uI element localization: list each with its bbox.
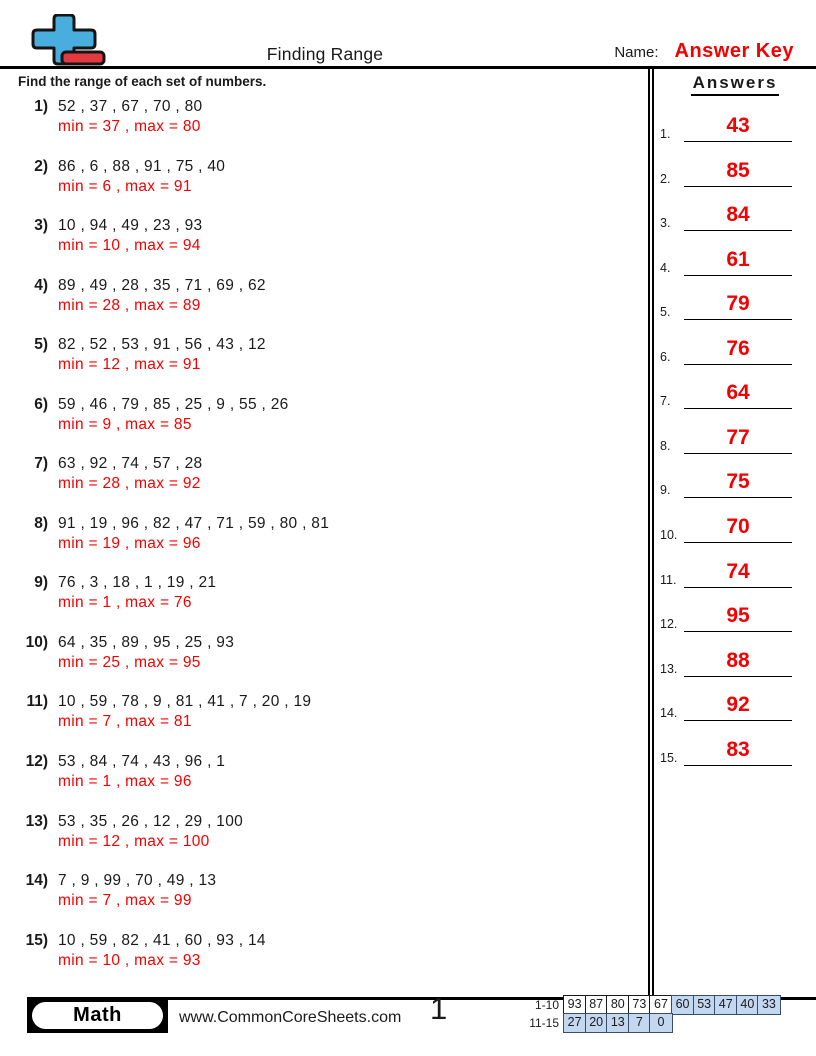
answer-value: 61	[726, 247, 750, 271]
answer-value: 64	[726, 381, 750, 405]
answer-blank-line	[684, 114, 792, 142]
problem-min-max: min = 19 , max = 96	[58, 534, 201, 552]
answer-item	[654, 409, 816, 454]
problem-number-set: 10 , 59 , 78 , 9 , 81 , 41 , 7 , 20 , 19	[58, 693, 312, 711]
problem-number-set: 53 , 35 , 26 , 12 , 29 , 100	[58, 812, 244, 830]
problem-number: 2)	[34, 157, 48, 175]
problem-number-set: 53 , 84 , 74 , 43 , 96 , 1	[58, 753, 226, 771]
problem-number-set: 91 , 19 , 96 , 82 , 47 , 71 , 59 , 80 , 81	[58, 514, 330, 532]
problem-number: 9)	[34, 574, 48, 592]
problem-min-max: min = 28 , max = 89	[58, 296, 201, 314]
problem-item	[18, 752, 628, 812]
answer-number: 3.	[660, 216, 671, 231]
problem-item	[18, 871, 628, 931]
score-row-2-label: 11-15	[529, 1016, 559, 1031]
answer-value: 83	[726, 737, 750, 761]
answer-item	[654, 365, 816, 410]
answer-value: 74	[726, 559, 750, 583]
problem-item	[18, 97, 628, 157]
score-row-2	[527, 1013, 781, 1033]
problem-number: 14)	[25, 872, 48, 890]
math-badge-label: Math	[32, 1002, 163, 1029]
answers-list	[654, 98, 816, 766]
answer-blank-line	[684, 159, 792, 187]
answer-blank-line	[684, 426, 792, 454]
score-cell: 40	[736, 995, 759, 1015]
answer-blank-line	[684, 337, 792, 365]
answer-value: 75	[726, 470, 750, 494]
problem-number-set: 59 , 46 , 79 , 85 , 25 , 9 , 55 , 26	[58, 395, 289, 413]
answer-item	[654, 231, 816, 276]
problem-min-max: min = 12 , max = 100	[58, 832, 210, 850]
answer-number: 5.	[660, 305, 671, 320]
answer-blank-line	[684, 248, 792, 276]
answer-item	[654, 142, 816, 187]
answer-number: 4.	[660, 260, 671, 275]
problem-min-max: min = 1 , max = 76	[58, 594, 192, 612]
answer-blank-line	[684, 738, 792, 766]
problem-min-max: min = 7 , max = 81	[58, 713, 192, 731]
problem-number-set: 64 , 35 , 89 , 95 , 25 , 93	[58, 633, 235, 651]
problem-min-max: min = 1 , max = 96	[58, 773, 192, 791]
problem-number: 4)	[34, 276, 48, 294]
answer-value: 92	[726, 693, 750, 717]
score-cell: 7	[628, 1013, 651, 1033]
answer-value: 79	[726, 292, 750, 316]
answer-value: 88	[726, 648, 750, 672]
problem-item	[18, 157, 628, 217]
problem-item	[18, 514, 628, 574]
answer-number: 15.	[660, 750, 678, 765]
answer-blank-line	[684, 649, 792, 677]
answer-item	[654, 677, 816, 722]
problem-item	[18, 276, 628, 336]
answer-value: 77	[726, 425, 750, 449]
score-cell: 80	[606, 995, 629, 1015]
answer-number: 14.	[660, 706, 678, 721]
score-cell: 73	[628, 995, 651, 1015]
answer-value: 84	[726, 203, 750, 227]
answer-number: 9.	[660, 483, 671, 498]
score-cell: 60	[671, 995, 694, 1015]
problem-number: 8)	[34, 514, 48, 532]
problems-list	[18, 97, 628, 990]
problem-number: 10)	[25, 633, 48, 651]
answer-number: 13.	[660, 661, 678, 676]
problem-number-set: 82 , 52 , 53 , 91 , 56 , 43 , 12	[58, 336, 266, 354]
page-number: 1	[430, 991, 448, 1026]
problem-number-set: 76 , 3 , 18 , 1 , 19 , 21	[58, 574, 217, 592]
problem-min-max: min = 6 , max = 91	[58, 177, 192, 195]
score-cell: 27	[563, 1013, 586, 1033]
answer-blank-line	[684, 203, 792, 231]
answer-value: 43	[726, 114, 750, 138]
problem-min-max: min = 10 , max = 93	[58, 951, 201, 969]
math-badge	[27, 997, 168, 1033]
answer-blank-line	[684, 560, 792, 588]
problem-number: 11)	[26, 693, 48, 711]
score-cell: 87	[585, 995, 608, 1015]
problem-number-set: 7 , 9 , 99 , 70 , 49 , 13	[58, 872, 217, 890]
answer-item	[654, 320, 816, 365]
score-row-1-label: 1-10	[534, 998, 559, 1012]
problem-min-max: min = 37 , max = 80	[58, 118, 201, 135]
answer-blank-line	[684, 470, 792, 498]
score-cell: 33	[757, 995, 780, 1015]
answer-item	[654, 454, 816, 499]
problem-min-max: min = 7 , max = 99	[58, 892, 192, 910]
score-cell: 13	[606, 1013, 629, 1033]
website-url: www.CommonCoreSheets.com	[179, 1009, 402, 1026]
answer-item	[654, 632, 816, 677]
problem-number-set: 89 , 49 , 28 , 35 , 71 , 69 , 62	[58, 276, 266, 294]
score-cell: 0	[649, 1013, 672, 1033]
answer-blank-line	[684, 604, 792, 632]
score-table	[527, 995, 781, 1033]
score-cell: 93	[563, 995, 586, 1015]
answer-number: 2.	[660, 171, 671, 186]
answer-item	[654, 498, 816, 543]
answer-blank-line	[684, 381, 792, 409]
answer-number: 12.	[660, 617, 678, 632]
problem-number-set: 10 , 94 , 49 , 23 , 93	[58, 217, 203, 235]
answer-number: 11.	[660, 572, 677, 587]
score-cell: 20	[585, 1013, 608, 1033]
problem-min-max: min = 10 , max = 94	[58, 237, 201, 255]
problem-number: 3)	[34, 217, 48, 235]
answer-item	[654, 276, 816, 321]
answer-blank-line	[684, 292, 792, 320]
problem-min-max: min = 12 , max = 91	[58, 356, 201, 374]
problem-min-max: min = 25 , max = 95	[58, 653, 201, 671]
answer-number: 10.	[660, 527, 678, 542]
problem-item	[18, 812, 628, 872]
answer-blank-line	[684, 515, 792, 543]
problem-item	[18, 454, 628, 514]
page-title: Finding Range	[266, 44, 384, 64]
problem-number-set: 10 , 59 , 82 , 41 , 60 , 93 , 14	[58, 931, 266, 949]
score-cell: 53	[693, 995, 716, 1015]
problem-min-max: min = 9 , max = 85	[58, 415, 192, 433]
answer-value: 70	[726, 514, 750, 538]
score-cell: 67	[649, 995, 672, 1015]
answer-value: 95	[726, 604, 750, 628]
problem-number: 5)	[34, 336, 48, 354]
problem-item	[18, 395, 628, 455]
answer-item	[654, 98, 816, 143]
problem-item	[18, 931, 628, 991]
problem-item	[18, 216, 628, 276]
instruction-text: Find the range of each set of numbers.	[18, 74, 267, 89]
answer-blank-line	[684, 693, 792, 721]
problem-item	[18, 335, 628, 395]
problem-number: 6)	[34, 395, 48, 413]
score-cell: 47	[714, 995, 737, 1015]
answer-value: 85	[726, 158, 750, 182]
problem-number-set: 63 , 92 , 74 , 57 , 28	[58, 455, 203, 473]
problem-number: 13)	[25, 812, 48, 830]
answer-item	[654, 543, 816, 588]
problem-item	[18, 692, 628, 752]
score-row-1	[527, 995, 781, 1015]
problem-item	[18, 633, 628, 693]
answer-item	[654, 588, 816, 633]
problem-item	[18, 573, 628, 633]
problem-number-set: 52 , 37 , 67 , 70 , 80	[58, 98, 203, 115]
answer-number: 1.	[660, 127, 671, 142]
answer-number: 7.	[660, 394, 671, 409]
answer-value: 76	[726, 336, 750, 360]
problem-number: 7)	[34, 455, 48, 473]
answers-heading: Answers	[691, 73, 780, 96]
problem-number: 12)	[25, 753, 48, 771]
answer-number: 6.	[660, 349, 671, 364]
answer-item	[654, 187, 816, 232]
answer-item	[654, 721, 816, 766]
name-label: Name:	[614, 44, 659, 61]
problem-number: 1)	[34, 98, 48, 115]
answer-number: 8.	[660, 438, 671, 453]
problem-number-set: 86 , 6 , 88 , 91 , 75 , 40	[58, 157, 226, 175]
problem-number: 15)	[25, 931, 48, 949]
problem-min-max: min = 28 , max = 92	[58, 475, 201, 493]
answer-key-label: Answer Key	[674, 40, 794, 62]
